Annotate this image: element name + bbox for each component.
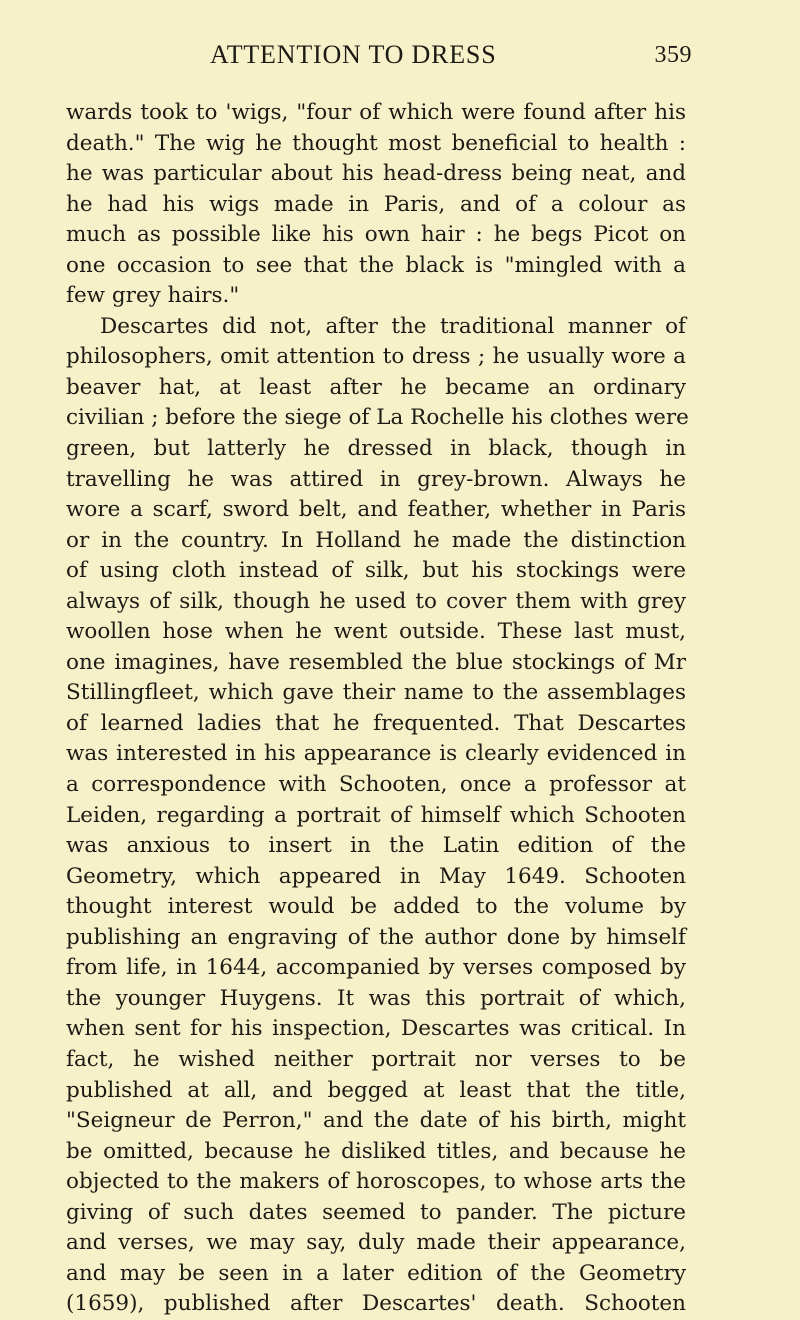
text-line: from life, in 1644, accompanied by verses composed by bbox=[66, 955, 686, 981]
text-line: publishing an engraving of the author done by himself bbox=[66, 924, 686, 950]
text-line: be omitted, because he disliked titles, and because he bbox=[66, 1138, 686, 1164]
text-line: was anxious to insert in the Latin edition of the bbox=[66, 833, 686, 859]
page-header bbox=[60, 36, 692, 74]
text-line: objected to the makers of horoscopes, to whose arts the bbox=[66, 1169, 686, 1195]
text-line: beaver hat, at least after he became an ordinary bbox=[66, 374, 686, 400]
text-line: death." The wig he thought most beneficial to health : bbox=[66, 130, 686, 156]
text-line: "Seigneur de Perron," and the date of his birth, might bbox=[66, 1108, 686, 1134]
text-line: (1659), published after Descartes' death. Schooten bbox=[66, 1291, 686, 1317]
text-line: was interested in his appearance is clearly evidenced in bbox=[66, 741, 686, 767]
text-line: published at all, and begged at least that the title, bbox=[66, 1077, 686, 1103]
text-line: and may be seen in a later edition of the Geometry bbox=[66, 1260, 686, 1286]
body-text bbox=[66, 98, 689, 1320]
text-line: he was particular about his head-dress being neat, and bbox=[66, 161, 686, 187]
text-line: and verses, we may say, duly made their appearance, bbox=[66, 1230, 686, 1256]
text-line: giving of such dates seemed to pander. The picture bbox=[66, 1199, 686, 1225]
text-line: always of silk, though he used to cover them with grey bbox=[66, 588, 686, 614]
text-line: of using cloth instead of silk, but his stockings were bbox=[66, 558, 686, 584]
text-line: or in the country. In Holland he made the distinction bbox=[66, 527, 686, 553]
text-line: thought interest would be added to the volume by bbox=[66, 894, 686, 920]
text-line: of learned ladies that he frequented. That Descartes bbox=[66, 710, 686, 736]
text-line: green, but latterly he dressed in black, though in bbox=[66, 436, 686, 462]
text-line: a correspondence with Schooten, once a professor at bbox=[66, 772, 686, 798]
text-line: one imagines, have resembled the blue stockings of Mr bbox=[66, 649, 686, 675]
text-line: travelling he was attired in grey-brown. Always he bbox=[66, 466, 686, 492]
text-line: philosophers, omit attention to dress ; he usually wore a bbox=[66, 344, 686, 370]
text-line: Leiden, regarding a portrait of himself which Schooten bbox=[66, 802, 686, 828]
text-line: woollen hose when he went outside. These last must, bbox=[66, 619, 686, 645]
text-line: few grey hairs." bbox=[66, 283, 240, 309]
text-line: much as possible like his own hair : he begs Picot on bbox=[66, 222, 686, 248]
text-line: Descartes did not, after the traditional manner of bbox=[100, 313, 686, 339]
text-line: when sent for his inspection, Descartes was critical. In bbox=[66, 1016, 686, 1042]
running-head: ATTENTION TO DRESS bbox=[210, 40, 497, 69]
text-line: civilian ; before the siege of La Rochelle his clothes were bbox=[66, 405, 689, 431]
text-line: the younger Huygens. It was this portrait of which, bbox=[66, 985, 686, 1011]
text-line: he had his wigs made in Paris, and of a colour as bbox=[66, 191, 686, 217]
text-line: Geometry, which appeared in May 1649. Schooten bbox=[66, 863, 686, 889]
text-line: wards took to 'wigs, "four of which were found after his bbox=[66, 100, 686, 125]
text-line: Stillingfleet, which gave their name to the assemblages bbox=[66, 680, 686, 706]
text-line: fact, he wished neither portrait nor verses to be bbox=[66, 1046, 686, 1072]
page-number: 359 bbox=[654, 41, 692, 68]
text-line: wore a scarf, sword belt, and feather, whether in Paris bbox=[66, 497, 686, 523]
text-line: one occasion to see that the black is "mingled with a bbox=[66, 252, 686, 278]
